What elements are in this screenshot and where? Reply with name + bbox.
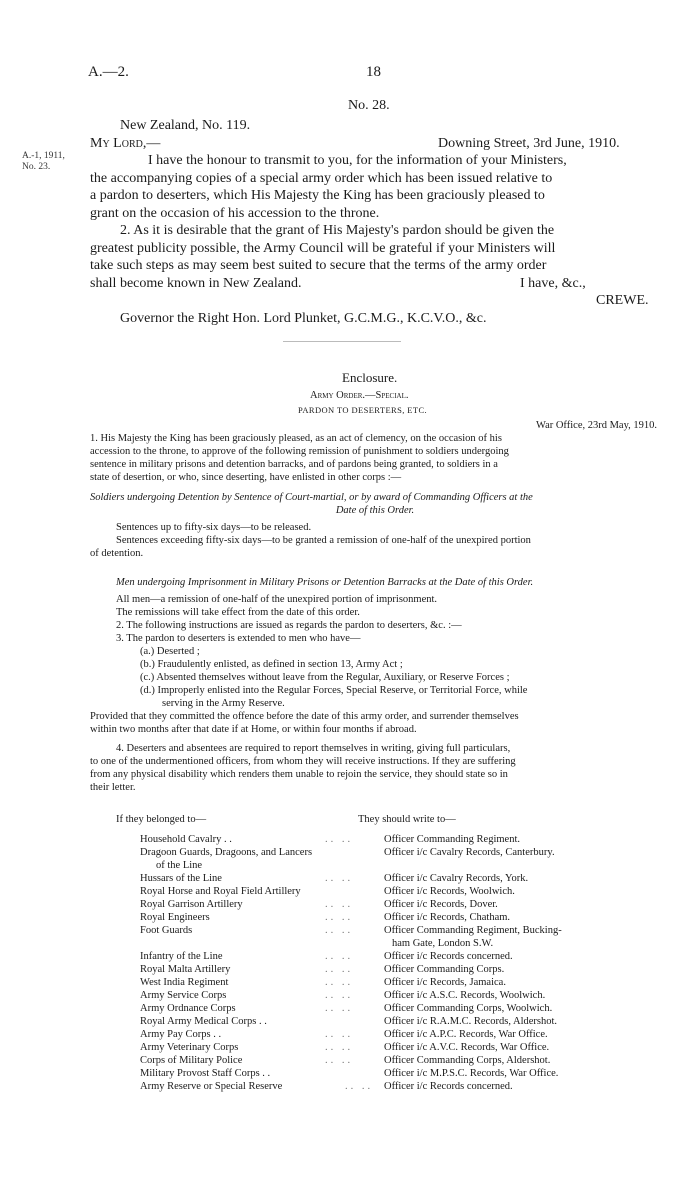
table-row: Royal Garrison Artillery .. .. Officer i/c Records, Dover. [140, 899, 498, 910]
table-row: Foot Guards .. .. Officer Commanding Regiment, Bucking- ham Gate, London S.W. [140, 925, 562, 949]
remission-all-men: All men—a remission of one-half of the unexpired portion of imprisonment. [116, 594, 438, 605]
letter-closing: I have, &c., [520, 276, 586, 291]
table-row: Army Reserve or Special Reserve .. .. Officer i/c Records concerned. [140, 1081, 513, 1092]
table-row: Army Ordnance Corps .. .. Officer Commanding Corps, Woolwich. [140, 1003, 553, 1014]
table-row: Dragoon Guards, Dragoons, and Lancers of the Line Officer i/c Cavalry Records, Canterbury. [140, 847, 555, 871]
enclosure-paragraph-1: 1. His Majesty the King has been graciously pleased, as an act of clemency, on the occasion of his accession to the throne, to approve of the following remission of punishment to soldiers undergoing sentence in military prisons and detention barracks, and of pardons being granted, to soldiers in a state of desertion, or who, since deserting, have enlisted in other corps :— [90, 433, 509, 483]
column-header-write-to: They should write to— [358, 814, 456, 825]
letter-addressee: Governor the Right Hon. Lord Plunket, G.C.M.G., K.C.V.O., &c. [120, 311, 487, 326]
divider [283, 341, 401, 342]
remission-effect: The remissions will take effect from the date of this order. [116, 607, 360, 618]
enclosure-paragraph-2: 2. The following instructions are issued as regards the pardon to deserters, &c. :— [116, 620, 462, 631]
table-row: Corps of Military Police .. .. Officer Commanding Corps, Aldershot. [140, 1055, 551, 1066]
table-row: Royal Army Medical Corps . . Officer i/c R.A.M.C. Records, Aldershot. [140, 1016, 558, 1027]
table-row: Royal Horse and Royal Field Artillery Officer i/c Records, Woolwich. [140, 886, 515, 897]
table-row: Army Service Corps .. .. Officer i/c A.S.C. Records, Woolwich. [140, 990, 546, 1001]
records-table [140, 833, 660, 1093]
table-row: Infantry of the Line .. .. Officer i/c Records concerned. [140, 951, 513, 962]
letter-paragraph-1: I have the honour to transmit to you, for the information of your Ministers, the accompanying copies of a special army order which has been issued relative to a pardon to deserters, which His Majesty the King has been graciously pleased to grant on the occasion of his accession to the throne. [90, 153, 567, 221]
enclosure-office-date: War Office, 23rd May, 1910. [536, 420, 658, 431]
letter-salutation: My Lord,— [90, 136, 161, 151]
table-row: Royal Malta Artillery .. .. Officer Commanding Corps. [140, 964, 505, 975]
sentence-2: Sentences exceeding fifty-six days—to be granted a remission of one-half of the unexpired portion of detention. [90, 535, 531, 559]
letter-paragraph-2: 2. As it is desirable that the grant of His Majesty's pardon should be given the greatest publicity possible, the Army Council will be grateful if your Ministers will take such steps as may seem best suited to secure that the terms of the army order shall become known in New Zealand. [90, 223, 556, 291]
heading-imprisonment: Men undergoing Imprisonment in Military Prisons or Detention Barracks at the Date of this Order. [116, 577, 534, 588]
table-row: Royal Engineers .. .. Officer i/c Records, Chatham. [140, 912, 511, 923]
table-row: West India Regiment .. .. Officer i/c Records, Jamaica. [140, 977, 506, 988]
page-number: 18 [366, 64, 381, 80]
item-b: (b.) Fraudulently enlisted, as defined in section 13, Army Act ; [140, 659, 403, 670]
page-reference: A.—2. [88, 64, 129, 80]
margin-note: A.-1, 1911, No. 23. [22, 151, 65, 172]
table-row: Army Pay Corps . . .. .. Officer i/c A.P.C. Records, War Office. [140, 1029, 548, 1040]
item-c: (c.) Absented themselves without leave from the Regular, Auxiliary, or Reserve Forces ; [140, 672, 510, 683]
table-row: Hussars of the Line .. .. Officer i/c Cavalry Records, York. [140, 873, 529, 884]
item-d: (d.) Improperly enlisted into the Regular Forces, Special Reserve, or Territorial Force, while [140, 685, 528, 696]
column-header-belonged: If they belonged to— [116, 814, 207, 825]
enclosure-paragraph-3: 3. The pardon to deserters is extended to men who have— [116, 633, 361, 644]
table-row: Military Provost Staff Corps . . Officer i/c M.P.S.C. Records, War Office. [140, 1068, 559, 1079]
enclosure-subsubtitle: PARDON TO DESERTERS, ETC. [298, 405, 428, 415]
table-row: Army Veterinary Corps .. .. Officer i/c A.V.C. Records, War Office. [140, 1042, 550, 1053]
enclosure-subtitle: Army Order.—Special. [310, 390, 409, 401]
sentence-1: Sentences up to fifty-six days—to be released. [116, 522, 312, 533]
letter-nz-number: New Zealand, No. 119. [120, 118, 251, 133]
enclosure-title: Enclosure. [342, 370, 398, 385]
enclosure-paragraph-4: 4. Deserters and absentees are required to report themselves in writing, giving full particulars, to one of the undermentioned officers, from whom they will receive instructions. If they are suffering from any physical disability which renders them unable to rejoin the service, they should state so in their letter. [90, 743, 516, 793]
item-d-cont: serving in the Army Reserve. [162, 698, 285, 709]
table-row: Household Cavalry . . .. .. Officer Commanding Regiment. [140, 834, 520, 845]
item-a: (a.) Deserted ; [140, 646, 200, 657]
letter-number: No. 28. [348, 98, 390, 113]
letter-signature: CREWE. [596, 293, 649, 308]
heading-detention: Soldiers undergoing Detention by Sentence of Court-martial, or by award of Commanding Officers at the Date of this Order. [90, 492, 533, 516]
proviso: Provided that they committed the offence before the date of this army order, and surrender themselves within two months after that date if at Home, or within four months if abroad. [90, 711, 519, 735]
letter-address-date: Downing Street, 3rd June, 1910. [438, 136, 620, 151]
